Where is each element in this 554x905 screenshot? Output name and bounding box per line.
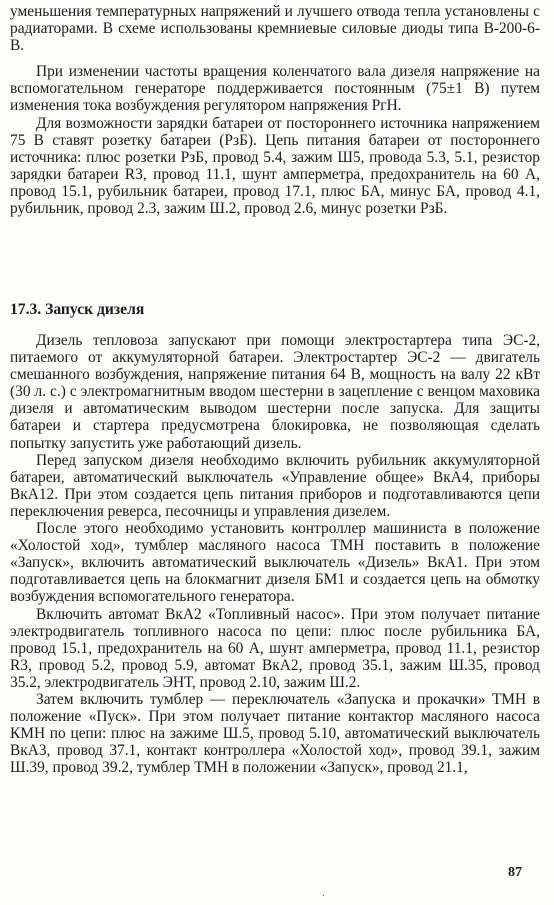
section-heading: 17.3. Запуск дизеля (10, 301, 145, 318)
paragraph: Перед запуском дизеля необходимо включить рубильник аккумуляторной батареи, автоматический выключатель «Управление общее» ВкА4, приборы ВкА12. При этом создается цепь питания приборов и подготавливаются цепи переключения реверса, песочницы и управления дизелем. (10, 451, 540, 520)
print-speck: · (322, 891, 326, 902)
section-text-block (10, 332, 540, 776)
paragraph: После этого необходимо установить контроллер машиниста в положение «Холостой ход», тумблер масляного насоса ТМН поставить в положение «Запуск», включить автоматический выключатель «Дизель» ВкА1. При этом подготавливается цепь на блокмагнит дизеля БМ1 и создается цепь на обмотку возбуждения вспомогательного генератора. (10, 520, 540, 606)
paragraph: Дизель тепловоза запускают при помощи электростартера типа ЭС-2, питаемого от аккумуляторной батареи. Электростартер ЭС-2 — двигатель смешанного возбуждения, напряжение питания 64 В, мощность на валу 22 кВт (30 л. с.) с электромагнитным вводом шестерни в зацепление с венцом маховика дизеля и автоматическим выводом шестерни после запуска. Для защиты батареи и стартера предусмотрена блокировка, не позволяющая сделать попытку запустить уже работающий дизель. (10, 332, 540, 452)
page-number: 87 (508, 865, 522, 880)
paragraph: Затем включить тумблер — переключатель «Запуска и прокачки» ТМН в положение «Пуск». При этом получает питание контактор масляного насоса КМН по цепи: плюс на зажиме Ш.5, провод 5.10, автоматический выключатель ВкА3, провод 37.1, контакт контроллера «Холостой ход», провод 39.1, зажим Ш.39, провод 39.2, тумблер ТМН в положении «Запуск», провод 21.1, (10, 690, 540, 777)
paragraph-continued: уменьшения температурных напряжений и лучшего отвода тепла установлены с радиаторами. В схеме использованы кремниевые силовые диоды типа В-200-6-В. (10, 3, 540, 55)
paragraph: Для возможности зарядки батареи от постороннего источника напряжением 75 В ставят розетку батареи (РзБ). Цепь питания батареи от постороннего источника: плюс розетки РзБ, провод 5.4, зажим Ш5, провода 5.3, 5.1, резистор зарядки батареи R3, провод 11.1, шунт амперметра, предохранитель на 60 А, провод 15.1, рубильник батареи, провод 17.1, плюс БА, минус БА, провод 4.1, рубильник, провод 2.3, зажим Ш.2, провод 2.6, минус розетки РзБ. (10, 114, 540, 218)
top-text-block (10, 3, 540, 217)
paragraph: Включить автомат ВкА2 «Топливный насос». При этом получает питание электродвигатель топливного насоса по цепи: плюс после рубильника БА, провод 15.1, предохранитель на 60 А, шунт амперметра, провод 11.1, резистор R3, провод 5.2, провод 5.9, автомат ВкА2, провод 35.1, зажим Ш.35, провод 35.2, электродвигатель ЭНТ, провод 2.10, зажим Ш.2. (10, 605, 540, 691)
paragraph: При изменении частоты вращения коленчатого вала дизеля напряжение на вспомогательном генераторе поддерживается постоянным (75±1 В) путем изменения тока возбуждения регулятором напряжения РгН. (10, 63, 540, 115)
